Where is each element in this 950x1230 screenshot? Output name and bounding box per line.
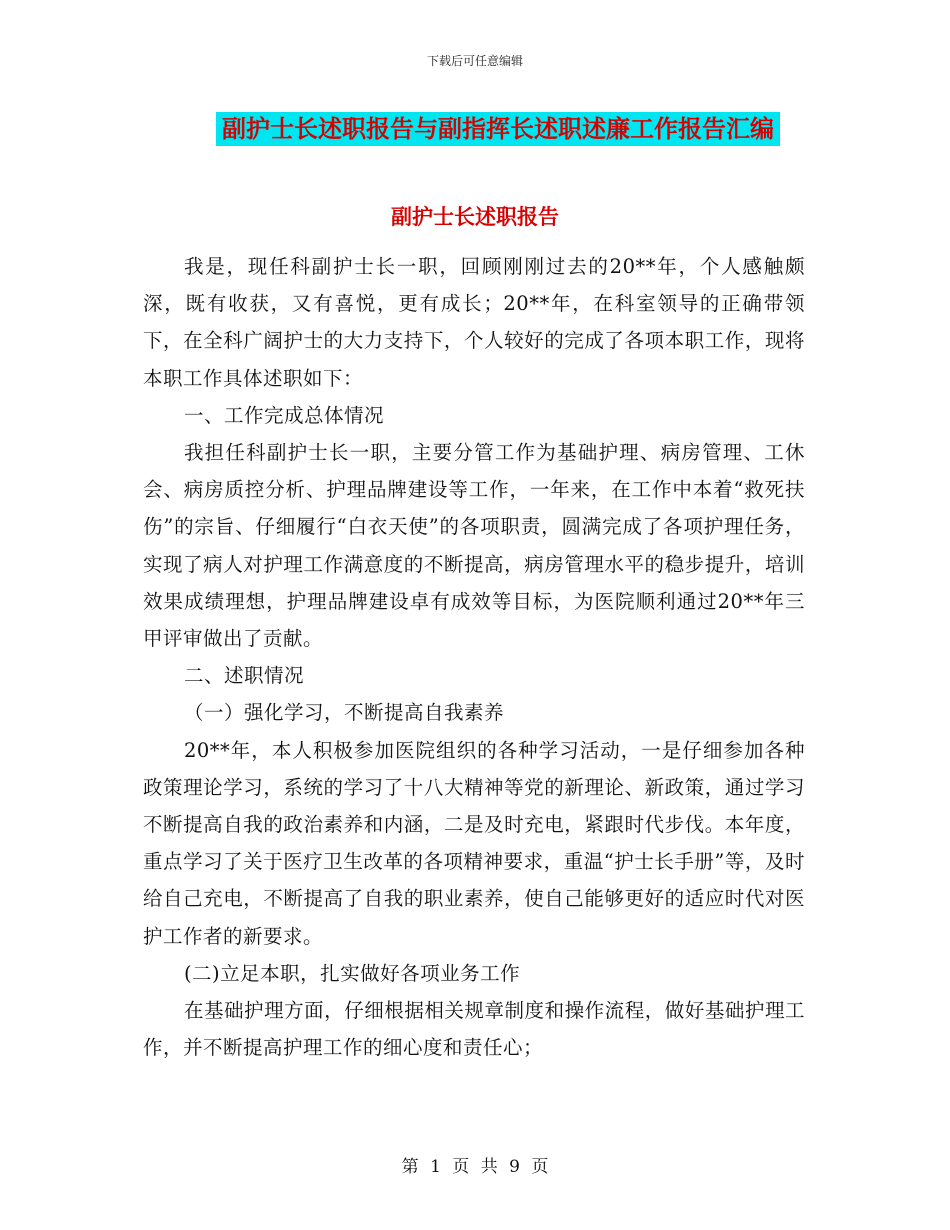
header-note: 下载后可任意编辑: [426, 54, 523, 68]
heading-overall: 一、工作完成总体情况: [183, 403, 384, 427]
paragraph-overall: 我担任科副护士长一职，主要分管工作为基础护理、病房管理、工休会、病房质控分析、护理品牌建设等工作，一年来，在工作中本着“救死扶伤”的宗旨、仔细履行“白衣天使”的各项职责，圆满完成了各项护理任务，实现了病人对护理工作满意度的不断提高，病房管理水平的稳步提升，培训效果成绩理想，护理品牌建设卓有成效等目标，为医院顺利通过20**年三甲评审做出了贡献。: [143, 441, 805, 651]
document-title: 副护士长述职报告与副指挥长述职述廉工作报告汇编: [216, 112, 780, 146]
document-title-wrap: [0, 112, 950, 146]
heading-report: 二、述职情况: [183, 664, 304, 688]
subheading-study: （一）强化学习，不断提高自我素养: [183, 701, 504, 725]
section-title: 副护士长述职报告: [391, 204, 559, 229]
page-footer: 第 1 页 共 9 页: [401, 1157, 549, 1177]
subheading-duty: (二)立足本职，扎实做好各项业务工作: [183, 961, 521, 985]
paragraph-study: 20**年，本人积极参加医院组织的各种学习活动，一是仔细参加各种政策理论学习，系统的学习了十八大精神等党的新理论、新政策，通过学习不断提高自我的政治素养和内涵，二是及时充电，紧跟时代步伐。本年度，重点学习了关于医疗卫生改革的各项精神要求，重温“护士长手册”等，及时给自己充电，不断提高了自我的职业素养，使自己能够更好的适应时代对医护工作者的新要求。: [143, 738, 805, 948]
paragraph-intro: 我是，现任科副护士长一职，回顾刚刚过去的20**年，个人感触颇深，既有收获，又有喜悦，更有成长；20**年，在科室领导的正确带领下，在全科广阔护士的大力支持下，个人较好的完成了各项本职工作，现将本职工作具体述职如下：: [143, 255, 805, 390]
paragraph-basic-nursing: 在基础护理方面，仔细根据相关规章制度和操作流程，做好基础护理工作，并不断提高护理工作的细心度和责任心；: [143, 999, 805, 1060]
document-body: [143, 248, 805, 1066]
